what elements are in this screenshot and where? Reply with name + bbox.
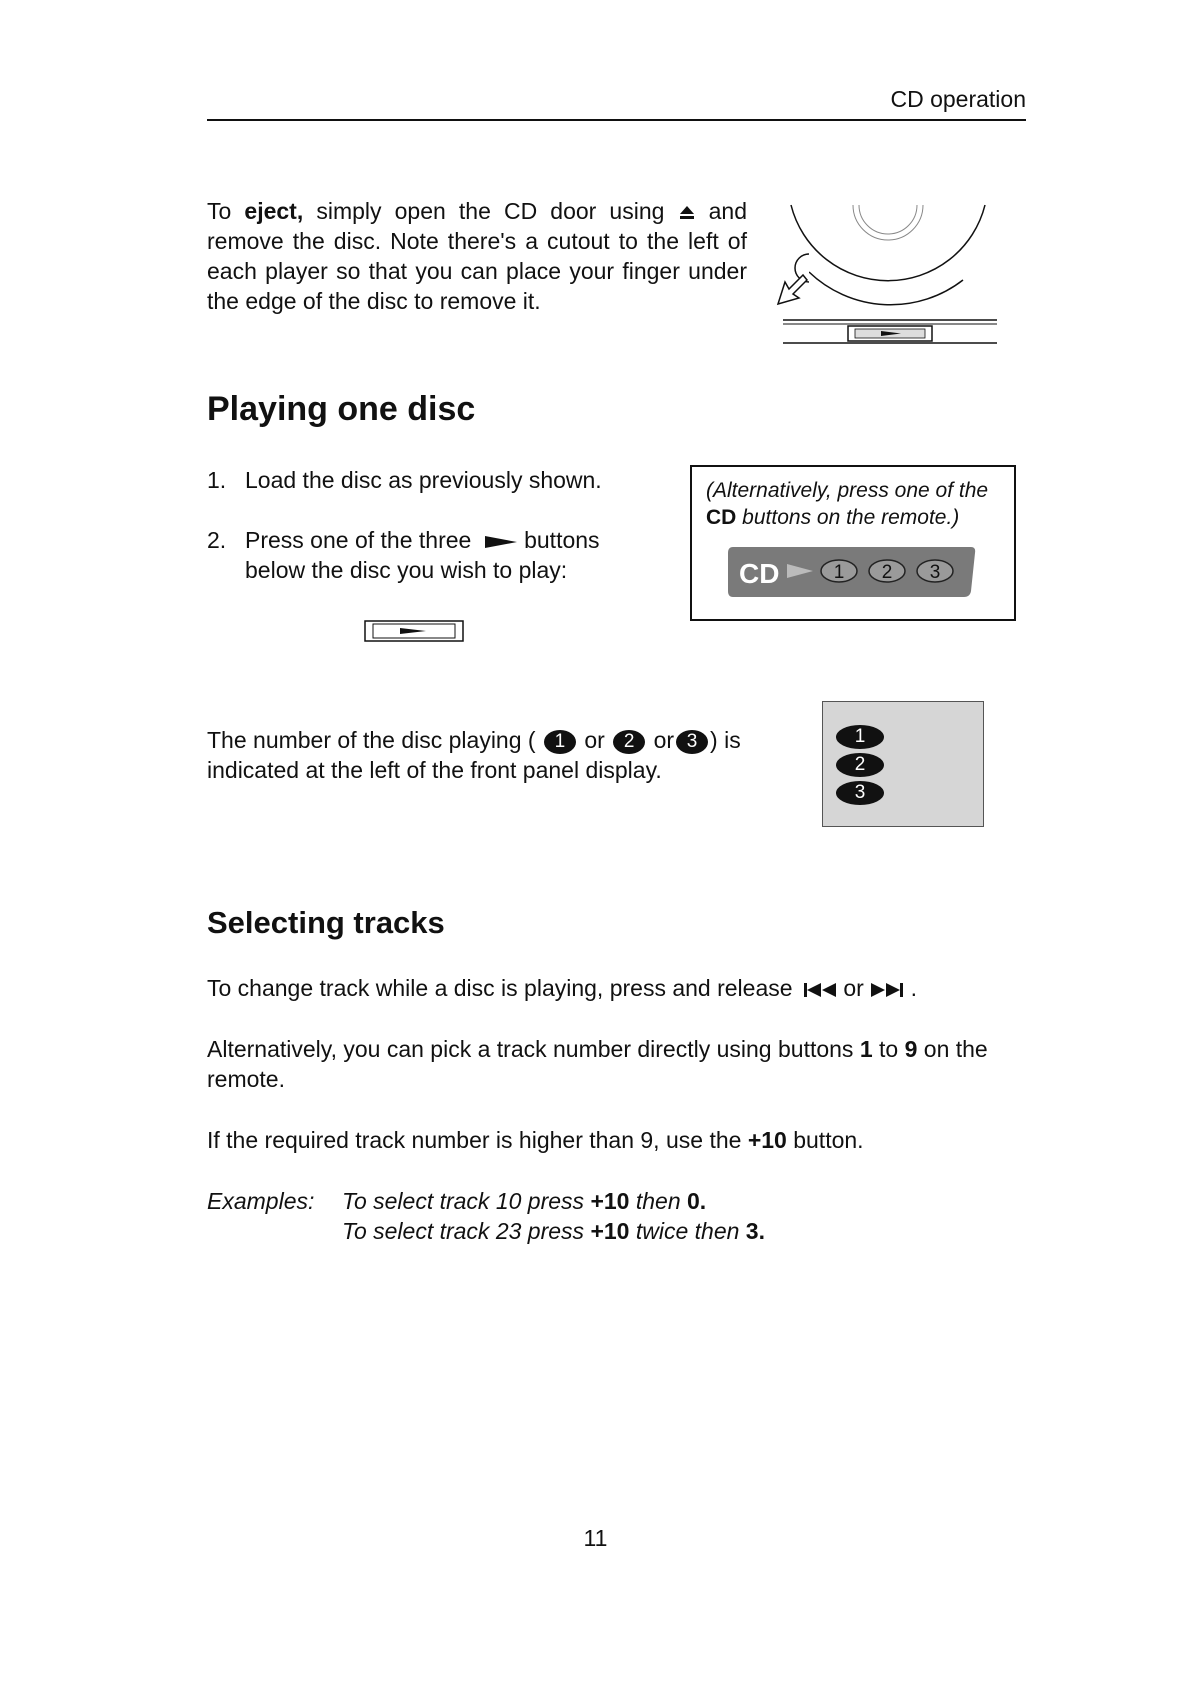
tracks-paragraph-3: If the required track number is higher than 9, use the +10 button. (207, 1127, 864, 1153)
page-header-title: CD operation (890, 86, 1026, 112)
play-icon (484, 535, 518, 549)
tracks-paragraph-2: Alternatively, you can pick a track number directly using buttons 1 to 9 on the remote. (207, 1036, 988, 1092)
skip-forward-icon (870, 982, 904, 998)
remote-cd-buttons-illustration (727, 545, 977, 599)
step-2-number: 2. (207, 527, 227, 553)
front-panel-display (822, 701, 984, 827)
svg-text:3: 3 (929, 562, 941, 583)
remote-cd-label: CD (739, 558, 780, 589)
step-1-number: 1. (207, 467, 227, 493)
disc-indicator-paragraph: The number of the disc playing ( 1 or 2 or 3 ) is indicated at the left of the front panel display. (207, 727, 741, 783)
remote-cd-button-2 (869, 560, 905, 583)
header-rule (207, 119, 1026, 121)
skip-back-icon (803, 982, 837, 998)
disc-eject-illustration (775, 200, 1005, 350)
step-2 (207, 525, 627, 615)
step-2-text: Press one of the three buttons below the disc you wish to play: (245, 527, 600, 583)
eject-paragraph: To eject, simply open the CD door using and remove the disc. Note there's a cutout to the left of each player so that you can place your finger under the edge of the disc to remove it. (207, 198, 748, 314)
disc-number-2-badge: 2 (613, 730, 645, 754)
eject-icon (678, 204, 696, 222)
panel-disc-2: 2 (836, 753, 884, 777)
remote-cd-button-1 (821, 560, 857, 583)
tracks-paragraph-1: To change track while a disc is playing, press and release or . (207, 975, 917, 1001)
panel-disc-3: 3 (836, 781, 884, 805)
remote-note-text: (Alternatively, press one of the CD buttons on the remote.) (706, 479, 989, 529)
remote-note-box (690, 465, 1016, 621)
examples-label: Examples: (207, 1188, 315, 1214)
page-number: 11 (583, 1525, 608, 1551)
player-play-button[interactable] (364, 620, 464, 642)
example-1: To select track 10 press +10 then 0. (342, 1188, 707, 1214)
panel-disc-1: 1 (836, 725, 884, 749)
remote-cd-button-3 (917, 560, 953, 583)
disc-number-3-badge: 3 (676, 730, 708, 754)
section-title-tracks: Selecting tracks (207, 905, 445, 940)
example-2: To select track 23 press +10 twice then 3. (342, 1218, 765, 1244)
disc-number-1-badge: 1 (544, 730, 576, 754)
svg-text:2: 2 (881, 562, 893, 583)
section-title-playing: Playing one disc (207, 390, 476, 428)
svg-text:1: 1 (833, 562, 845, 583)
step-1-text: Load the disc as previously shown. (245, 467, 602, 493)
